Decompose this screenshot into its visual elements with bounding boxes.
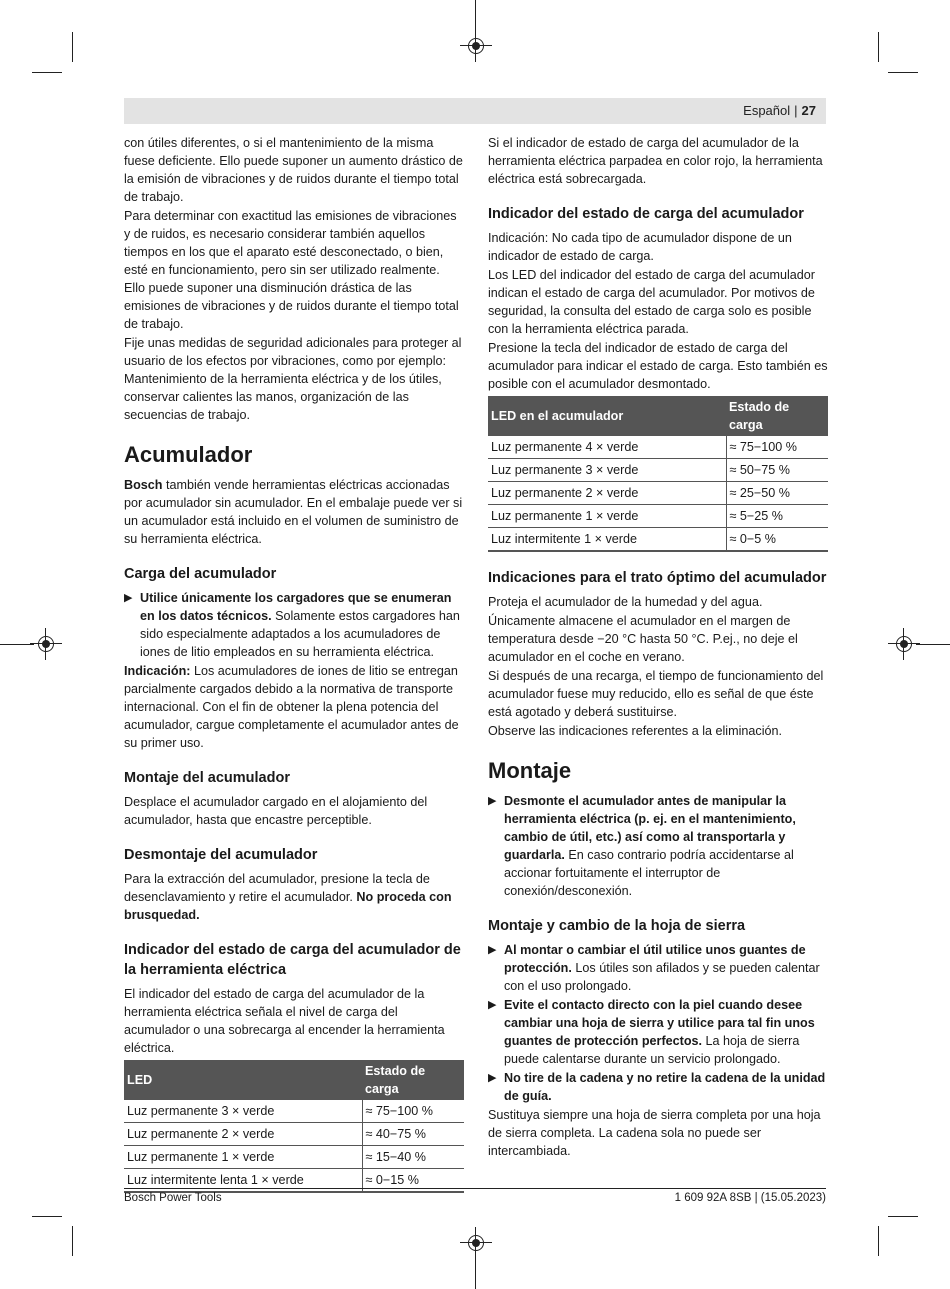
- paragraph-text: también vende herramientas eléctricas accionadas por acumulador sin acumulador. En el embalaje puede ver si un acumulador está incluido en el volumen de suministro de su herramienta eléctrica.: [124, 478, 463, 546]
- crop-mark: [72, 32, 73, 62]
- paragraph: Sustituya siempre una hoja de sierra completa por una hoja de sierra completa. La cadena sola no puede ser intercambiada.: [488, 1108, 821, 1158]
- header-label: Español | 27: [743, 103, 816, 118]
- table-cell: ≈ 75−100 %: [362, 1100, 464, 1123]
- table-row: [124, 1123, 464, 1146]
- table-cell: ≈ 15−40 %: [362, 1146, 464, 1169]
- table-cell: ≈ 5−25 %: [726, 505, 828, 528]
- crop-mark: [916, 644, 950, 645]
- bullet-bold: Al montar o cambiar el útil utilice unos guantes de protección.: [504, 943, 806, 975]
- subsection-title: Desmontaje del acumulador: [124, 847, 318, 863]
- paragraph: [124, 870, 464, 924]
- paragraph: Si después de una recarga, el tiempo de funcionamiento del acumulador fuese muy reducido, ello es señal de que éste está agotado y deberá sustituirse.: [488, 669, 824, 719]
- crop-mark: [32, 72, 62, 73]
- subsection-title: Indicaciones para el trato óptimo del acumulador: [488, 570, 827, 586]
- table-cell: ≈ 75−100 %: [726, 436, 828, 459]
- paragraph: [124, 662, 464, 752]
- paragraph-text: Para la extracción del acumulador, presione la tecla de desenclavamiento y retire el acumulador.: [124, 872, 430, 904]
- footer-divider: [124, 1188, 826, 1189]
- crop-mark: [0, 644, 34, 645]
- table-cell: Luz permanente 2 × verde: [124, 1123, 362, 1146]
- paragraph: Observe las indicaciones referentes a la eliminación.: [488, 724, 783, 738]
- paragraph: Proteja el acumulador de la humedad y del agua.: [488, 595, 763, 609]
- brand-name: Bosch: [124, 478, 163, 492]
- page-header: [124, 98, 826, 124]
- crop-mark: [32, 1216, 62, 1217]
- table-header-cell: LED: [124, 1060, 362, 1100]
- table-cell: Luz permanente 1 × verde: [488, 505, 726, 528]
- subsection-title: Carga del acumulador: [124, 566, 277, 582]
- paragraph: Los LED del indicador del estado de carga del acumulador indican el estado de carga del acumulador. Por motivos de seguridad, la consulta del estado de carga solo es posible con la herramienta eléctrica parada.: [488, 268, 815, 336]
- table-cell: Luz intermitente lenta 1 × verde: [124, 1169, 362, 1193]
- table-row: [488, 482, 828, 505]
- crop-mark: [888, 72, 918, 73]
- table-cell: ≈ 50−75 %: [726, 459, 828, 482]
- paragraph: Para determinar con exactitud las emisiones de vibraciones y de ruidos, es necesario considerar también aquellos tiempos en los que el aparato esté desconectado, o bien, esté en funcionamiento, pero sin ser utilizado realmente. Ello puede suponer una disminución drástica de las emisiones de vibraciones y de ruidos durante el tiempo total de trabajo.: [124, 209, 459, 331]
- subsection-title: Montaje del acumulador: [124, 770, 290, 786]
- table-cell: ≈ 0−5 %: [726, 528, 828, 552]
- footer-code: 1 609 92A 8SB | (15.05.2023): [674, 1192, 826, 1204]
- paragraph: Fije unas medidas de seguridad adicionales para proteger al usuario de los efectos por vibraciones, como por ejemplo: Mantenimiento de la herramienta eléctrica y de los útiles, conservar calientes las manos, organización de las secuencias de trabajo.: [124, 336, 462, 422]
- table-row: [488, 459, 828, 482]
- section-title: Acumulador: [124, 442, 253, 467]
- table-row: [124, 1146, 464, 1169]
- table-header-cell: LED en el acumulador: [488, 396, 726, 436]
- paragraph: Indicación: No cada tipo de acumulador dispone de un indicador de estado de carga.: [488, 231, 792, 263]
- table-cell: Luz permanente 2 × verde: [488, 482, 726, 505]
- charge-table-battery: [488, 396, 828, 552]
- table-row: [124, 1100, 464, 1123]
- bullet-item: [124, 589, 464, 661]
- table-header-cell: Estado de carga: [726, 396, 828, 436]
- paragraph-bold: No proceda con brusquedad.: [124, 890, 452, 922]
- right-column: [488, 134, 828, 1161]
- crop-mark: [888, 1216, 918, 1217]
- registration-crosshair-icon: [466, 36, 486, 56]
- table-cell: ≈ 25−50 %: [726, 482, 828, 505]
- table-cell: ≈ 40−75 %: [362, 1123, 464, 1146]
- bullet-item: [488, 996, 828, 1068]
- triangle-bullet-icon: ▶: [488, 1072, 497, 1084]
- section-title: Montaje: [488, 758, 572, 783]
- paragraph: El indicador del estado de carga del acumulador de la herramienta eléctrica señala el nivel de carga del acumulador o una sobrecarga al encender la herramienta eléctrica.: [124, 987, 445, 1055]
- crop-mark: [72, 1226, 73, 1256]
- table-header-row: [488, 396, 828, 436]
- paragraph: Presione la tecla del indicador de estado de carga del acumulador para indicar el estado de carga. Esto también es posible con el acumulador desmontado.: [488, 341, 828, 391]
- charge-table-tool: [124, 1060, 464, 1193]
- header-language: Español: [743, 103, 791, 118]
- bullet-bold: Utilice únicamente los cargadores que se enumeran en los datos técnicos.: [140, 591, 452, 623]
- bullet-item: [488, 1069, 828, 1105]
- subsection-title: Indicador del estado de carga del acumulador: [488, 206, 804, 222]
- bullet-item: [488, 792, 828, 900]
- crop-mark: [878, 1226, 879, 1256]
- paragraph: Únicamente almacene el acumulador en el margen de temperatura desde −20 °C hasta 50 °C. P.ej., no deje el acumulador en el coche en verano.: [488, 614, 798, 664]
- table-cell: Luz permanente 3 × verde: [488, 459, 726, 482]
- page-number: 27: [801, 103, 816, 118]
- bullet-text: La hoja de sierra puede calentarse durante un servicio prolongado.: [504, 1034, 800, 1066]
- triangle-bullet-icon: ▶: [488, 795, 497, 807]
- bullet-text: Solamente estos cargadores han sido especialmente adaptados a los acumuladores de iones de litio empleados en su herramienta eléctrica.: [140, 609, 460, 659]
- table-cell: Luz permanente 3 × verde: [124, 1100, 362, 1123]
- bullet-text: Los útiles son afilados y se pueden calentar con el uso prolongado.: [504, 961, 820, 993]
- registration-crosshair-icon: [36, 634, 56, 654]
- registration-crosshair-icon: [466, 1233, 486, 1253]
- table-cell: Luz permanente 1 × verde: [124, 1146, 362, 1169]
- table-cell: Luz intermitente 1 × verde: [488, 528, 726, 552]
- crop-mark: [878, 32, 879, 62]
- table-row: [488, 505, 828, 528]
- bullet-text: En caso contrario podría accidentarse al accionar fortuitamente el interruptor de conexión/desconexión.: [504, 848, 794, 898]
- paragraph: [124, 476, 464, 548]
- bullet-item: [488, 941, 828, 995]
- registration-crosshair-icon: [894, 634, 914, 654]
- left-column: [124, 134, 464, 1195]
- table-cell: Luz permanente 4 × verde: [488, 436, 726, 459]
- paragraph-text: Los acumuladores de iones de litio se entregan parcialmente cargados debido a la normativa de transporte internacional. Con el fin de obtener la plena potencia del acumulador, cargue completamente el acumulador antes de su primer uso.: [124, 664, 459, 750]
- subsection-title: Indicador del estado de carga del acumulador de la herramienta eléctrica: [124, 942, 461, 978]
- note-label: Indicación:: [124, 664, 191, 678]
- table-header-cell: Estado de carga: [362, 1060, 464, 1100]
- bullet-bold: Desmonte el acumulador antes de manipular la herramienta eléctrica (p. ej. en el mantenimiento, cambio de útil, etc.) así como al transportarla y guardarla.: [504, 794, 796, 862]
- triangle-bullet-icon: ▶: [488, 999, 497, 1011]
- paragraph: Desplace el acumulador cargado en el alojamiento del acumulador, hasta que encastre perceptible.: [124, 795, 428, 827]
- paragraph: Si el indicador de estado de carga del acumulador de la herramienta eléctrica parpadea en color rojo, la herramienta eléctrica está sobrecargada.: [488, 136, 823, 186]
- table-row: [488, 528, 828, 552]
- triangle-bullet-icon: ▶: [488, 944, 497, 956]
- bullet-bold: No tire de la cadena y no retire la cadena de la unidad de guía.: [504, 1071, 826, 1103]
- table-cell: ≈ 0−15 %: [362, 1169, 464, 1193]
- triangle-bullet-icon: ▶: [124, 592, 133, 604]
- subsection-title: Montaje y cambio de la hoja de sierra: [488, 918, 746, 934]
- paragraph: con útiles diferentes, o si el mantenimiento de la misma fuese deficiente. Ello puede suponer un aumento drástico de la emisión de vibraciones y de ruidos durante el tiempo total de trabajo.: [124, 136, 463, 204]
- table-row: [488, 436, 828, 459]
- footer-brand: Bosch Power Tools: [124, 1192, 222, 1204]
- table-header-row: [124, 1060, 464, 1100]
- bullet-bold: Evite el contacto directo con la piel cuando desee cambiar una hoja de sierra y utilice para tal fin unos guantes de protección perfectos.: [504, 998, 815, 1048]
- crop-mark: [475, 1254, 476, 1289]
